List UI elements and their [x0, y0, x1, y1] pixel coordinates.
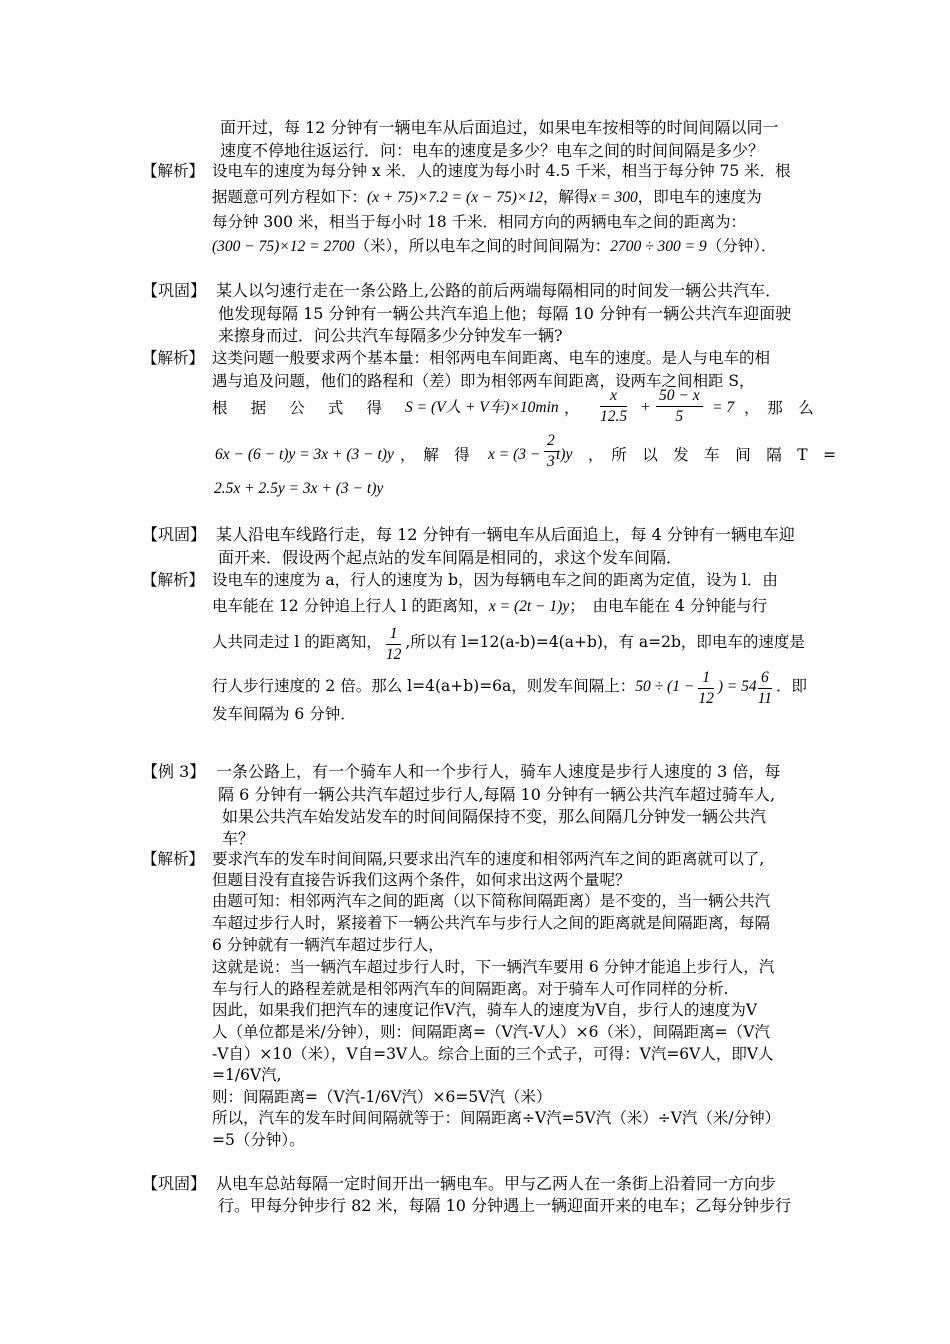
denominator: 3 — [547, 453, 555, 470]
numerator: 1 — [386, 624, 402, 645]
solution-label: 【解析】 — [142, 162, 205, 180]
text-line: 6 分钟就有一辆汽车超过步行人， — [212, 936, 444, 954]
text-line: 他发现每隔 15 分钟有一辆公共汽车追上他；每隔 10 分钟有一辆公共汽车迎面驶 — [218, 304, 792, 323]
equation: (x + 75)×7.2 = (x − 75)×12 — [367, 189, 543, 206]
text-segment: ； 由电车能在 4 分钟能与行 — [569, 597, 768, 615]
spaced-words — [212, 398, 382, 418]
fraction — [758, 668, 772, 709]
text-line: 这类问题一般要求两个基本量：相邻两电车间距离、电车的速度。是人与电车的相 — [212, 349, 771, 367]
text-line: 车超过步行人时，紧接着下一辆公共汽车与步行人之间的距离就是间隔距离，每隔 — [212, 914, 771, 932]
text-segment: 行人步行速度的 2 倍。那么 l=4(a+b)=6a，则发车间隔上： — [212, 677, 636, 695]
equation-line — [212, 387, 814, 444]
numerator: 6 — [758, 668, 772, 689]
solution-label: 【解析】 — [142, 571, 205, 589]
denominator: 5 — [675, 408, 684, 425]
text-line — [212, 624, 805, 664]
text-line: 则：间隔距离=（Ⅴ汽-1/6Ⅴ汽）×6=5Ⅴ汽（米） — [212, 1088, 552, 1106]
denominator: 12.5 — [600, 408, 628, 425]
denominator: 11 — [757, 690, 773, 707]
text-line: 车与行人的路程差就是相邻两汽车的间隔距离。对于骑车人可作同样的分析. — [212, 980, 729, 998]
equation: t)y — [556, 446, 573, 463]
text-line: 发车间隔为 6 分钟． — [212, 705, 356, 723]
text-line: 人（单位都是米/分钟），则：间隔距离=（Ⅴ汽-Ⅴ人）×6（米），间隔距离=（Ⅴ汽 — [212, 1023, 770, 1041]
text-line — [212, 668, 807, 708]
equation: = 7 — [712, 399, 735, 416]
text-line: 来擦身而过．问公共汽车每隔多少分钟发车一辆? — [218, 326, 563, 345]
text-line: 一条公路上，有一个骑车人和一个步行人，骑车人速度是步行人速度的 3 倍，每 — [216, 762, 781, 781]
text-segment: ，解得 — [542, 188, 590, 206]
example-label: 【例 3】 — [142, 762, 206, 781]
word: 式 — [327, 399, 344, 417]
consolidate-label: 【巩固】 — [142, 525, 207, 544]
text-line — [212, 596, 767, 617]
text-segment: ， 所 以 发 车 间 隔 T = — [588, 446, 837, 464]
text-line: 遇与追及问题，他们的路程和（差）即为相邻两车间距离，设两车之间相距 S， — [212, 372, 755, 390]
text-segment: （分钟）． — [706, 237, 777, 255]
text-segment: ， 那 么 — [744, 399, 814, 417]
equation: 6x − (6 − t)y = 3x + (3 − t)y — [215, 446, 394, 463]
text-line: 从电车总站每隔一定时间开出一辆电车。甲与乙两人在一条街上沿着同一方向步 — [216, 1174, 777, 1193]
solution-label: 【解析】 — [142, 349, 205, 367]
denominator: 12 — [698, 690, 714, 707]
word: 公 — [289, 399, 305, 417]
text-line: 要求汽车的发车时间间隔,只要求出汽车的速度和相邻两汽车之间的距离就可以了, — [212, 850, 765, 868]
text-line — [212, 236, 776, 257]
numerator: x — [600, 386, 627, 407]
numerator: 50 − x — [656, 386, 703, 407]
word: 据 — [250, 399, 267, 417]
text-segment: ．即 — [776, 677, 808, 695]
text-line — [212, 187, 762, 208]
text-line: 这就是说：当一辆汽车超过步行人时，下一辆汽车要用 6 分钟才能追上步行人，汽 — [212, 958, 775, 976]
text-line: 面开来．假设两个起点站的发车间隔是相同的，求这个发车间隔． — [218, 548, 683, 567]
text-line: =5（分钟）。 — [212, 1131, 305, 1149]
text-line: 所以，汽车的发车时间间隔就等于：间隔距离÷Ⅴ汽=5Ⅴ汽（米）÷Ⅴ汽（米/分钟） — [212, 1109, 781, 1127]
text-line: 因此，如果我们把汽车的速度记作Ⅴ汽，骑车人的速度为Ⅴ自，步行人的速度为Ⅴ — [212, 1001, 758, 1019]
equation: x = (3 − — [488, 446, 541, 463]
text-segment: 据题意可列方程如下： — [212, 188, 368, 206]
text-line: 行。甲每分钟步行 82 米，每隔 10 分钟遇上一辆迎面开来的电车；乙每分钟步行 — [218, 1196, 792, 1215]
text-line: 由题可知：相邻两汽车之间的距离（以下简称间隔距离）是不变的，当一辆公共汽 — [212, 892, 771, 910]
fraction — [656, 386, 703, 427]
text-line: 设电车的速度为 a，行人的速度为 b，因为每辆电车之间的距离为定值，设为 l．由 — [212, 571, 778, 589]
word: 根 — [212, 399, 228, 417]
equation: x = 300 — [589, 189, 638, 206]
text-line: 但题目没有直接告诉我们这两个条件，如何求出这两个量呢？ — [212, 871, 631, 889]
text-segment: ， 解 得 — [400, 446, 470, 464]
text-line: 车？ — [222, 829, 255, 848]
fraction — [600, 386, 627, 427]
denominator: 12 — [385, 646, 402, 663]
text-line: 如果公共汽车始发站发车的时间间隔保持不变，那么间隔几分钟发一辆公共汽 — [222, 807, 767, 826]
text-line: 面开过，每 12 分钟有一辆电车从后面追过，如果电车按相等的时间间隔以同一 — [220, 118, 779, 137]
text-segment: 人共同走过 l 的距离知， — [212, 633, 382, 651]
equation: S = (V人 + V车)×10min — [405, 399, 559, 416]
operator: + — [640, 399, 651, 416]
equation: x = (2t − 1)y — [488, 598, 570, 615]
word: 得 — [366, 399, 382, 417]
text-line: 设电车的速度为每分钟 x 米．人的速度为每小时 4.5 千米，相当于每分钟 75 米．根 — [212, 162, 791, 180]
numerator: 1 — [698, 668, 714, 689]
solution-label: 【解析】 — [142, 850, 205, 868]
consolidate-label: 【巩固】 — [142, 281, 207, 300]
text-segment: 电车能在 12 分钟追上行人 l 的距离知， — [212, 597, 489, 615]
text-segment: ,所以有 l=12(a-b)=4(a+b)，有 a=2b，即电车的速度是 — [405, 633, 805, 651]
text-line: 速度不停地往返运行．问：电车的速度是多少？电车之间的时间间隔是多少？ — [220, 141, 765, 160]
text-line: =1/6Ⅴ汽, — [212, 1066, 282, 1084]
text-line: -Ⅴ自）×10（米），Ⅴ自=3Ⅴ人。综合上面的三个式子，可得：Ⅴ汽=6Ⅴ人，即Ⅴ人 — [212, 1045, 774, 1063]
equation: (300 − 75)×12 = 2700 — [212, 238, 355, 255]
consolidate-label: 【巩固】 — [142, 1174, 207, 1193]
numerator: 2 — [544, 431, 558, 452]
fraction — [386, 624, 402, 665]
text-segment: ，即电车的速度为 — [637, 188, 762, 206]
equation: ) = 54 — [717, 678, 757, 695]
equation: 50 ÷ (1 − — [635, 678, 695, 695]
text-line: 某人以匀速行走在一条公路上,公路的前后两端每隔相同的时间发一辆公共汽车． — [216, 281, 782, 300]
text-segment: （米），所以电车之间的时间间隔为： — [354, 237, 611, 255]
text-line: 每分钟 300 米，相当于每小时 18 千米．相同方向的两辆电车之间的距离为： — [212, 213, 747, 231]
equation: 2.5x + 2.5y = 3x + (3 − t)y — [214, 480, 384, 497]
equation: 2700 ÷ 300 = 9 — [610, 238, 707, 255]
text-line: 某人沿电车线路行走，每 12 分钟有一辆电车从后面追上，每 4 分钟有一辆电车迎 — [216, 525, 795, 544]
text-segment: ， — [564, 399, 580, 417]
fraction — [698, 668, 714, 709]
text-line: 隔 6 分钟有一辆公共汽车超过步行人,每隔 10 分钟有一辆公共汽车超过骑车人, — [218, 785, 776, 804]
